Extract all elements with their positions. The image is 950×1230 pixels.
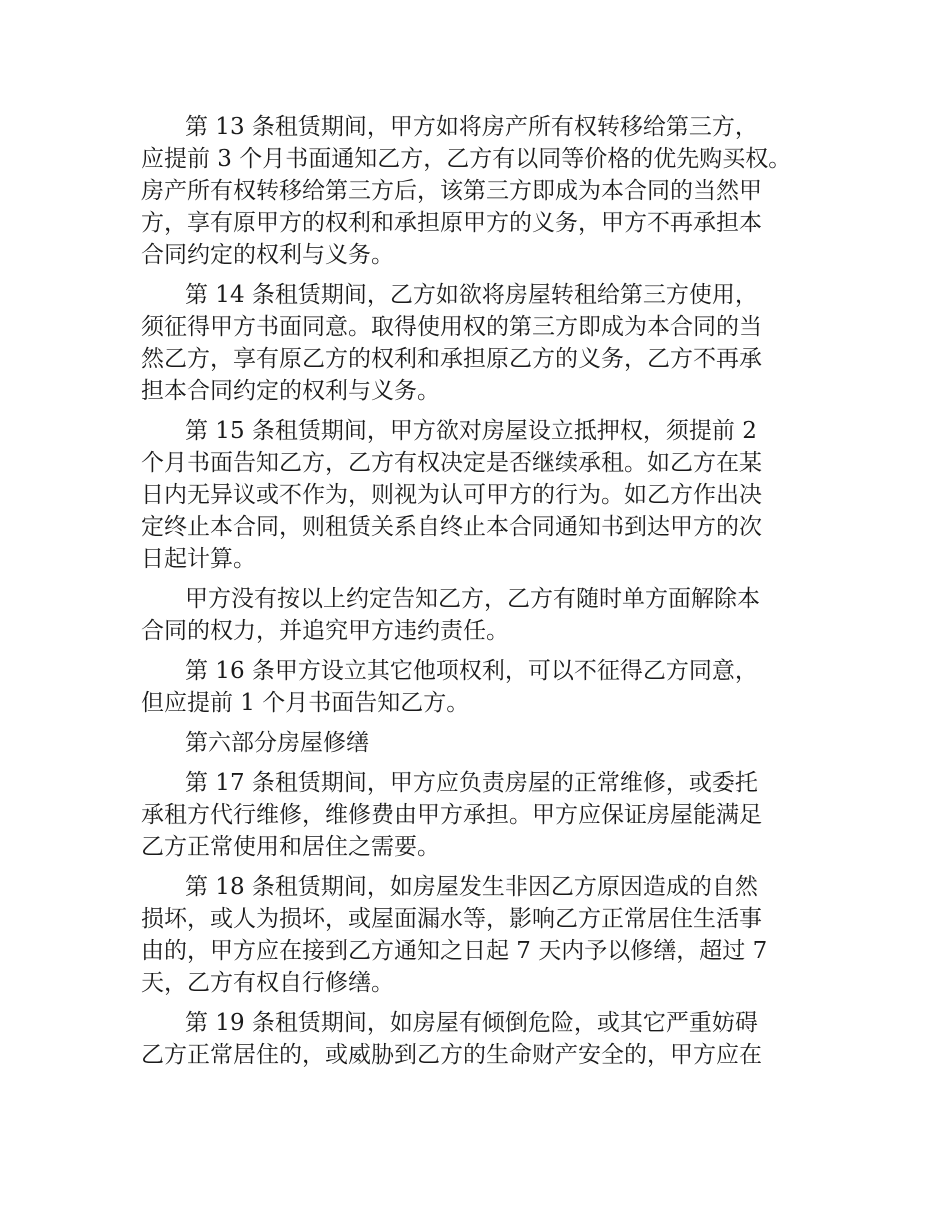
clause-16-paragraph (141, 655, 821, 719)
text-line: 第 16 条甲方设立其它他项权利，可以不征得乙方同意， (185, 658, 758, 684)
text-line: 但应提前 1 个月书面告知乙方。 (141, 690, 470, 716)
text-line: 日起计算。 (141, 546, 256, 572)
text-line: 第 18 条租赁期间，如房屋发生非因乙方原因造成的自然 (185, 874, 758, 900)
text-line: 定终止本合同，则租赁关系自终止本合同通知书到达甲方的次 (141, 514, 762, 540)
text-line: 方，享有原甲方的权利和承担原甲方的义务，甲方不再承担本 (141, 210, 762, 236)
text-line: 甲方没有按以上约定告知乙方，乙方有随时单方面解除本 (185, 586, 760, 612)
text-line: 应提前 3 个月书面通知乙方，乙方有以同等价格的优先购买权。 (141, 146, 792, 172)
clause-15-paragraph (141, 415, 821, 575)
text-line: 个月书面告知乙方，乙方有权决定是否继续承租。如乙方在某 (141, 450, 762, 476)
text-line: 天，乙方有权自行修缮。 (141, 970, 394, 996)
text-line: 合同的权力，并追究甲方违约责任。 (141, 618, 509, 644)
text-line: 须征得甲方书面同意。取得使用权的第三方即成为本合同的当 (141, 314, 762, 340)
text-line: 第 15 条租赁期间，甲方欲对房屋设立抵押权，须提前 2 (185, 418, 757, 444)
text-line: 第 19 条租赁期间，如房屋有倾倒危险，或其它严重妨碍 (185, 1010, 758, 1036)
clause-18-paragraph (141, 871, 821, 999)
clause-13-paragraph (141, 111, 821, 271)
text-line: 由的，甲方应在接到乙方通知之日起 7 天内予以修缮，超过 7 (141, 938, 768, 964)
text-line: 然乙方，享有原乙方的权利和承担原乙方的义务，乙方不再承 (141, 346, 762, 372)
text-line: 第 14 条租赁期间，乙方如欲将房屋转租给第三方使用， (185, 282, 758, 308)
section-heading (141, 727, 821, 759)
text-line: 房产所有权转移给第三方后，该第三方即成为本合同的当然甲 (141, 178, 762, 204)
text-line: 第 17 条租赁期间，甲方应负责房屋的正常维修，或委托 (185, 770, 758, 796)
clause-19-paragraph (141, 1007, 821, 1071)
text-line: 乙方正常使用和居住之需要。 (141, 834, 440, 860)
text-line: 合同约定的权利与义务。 (141, 242, 394, 268)
text-line: 损坏，或人为损坏，或屋面漏水等，影响乙方正常居住生活事 (141, 906, 762, 932)
text-line: 承租方代行维修，维修费由甲方承担。甲方应保证房屋能满足 (141, 802, 762, 828)
text-line: 乙方正常居住的，或威胁到乙方的生命财产安全的，甲方应在 (141, 1042, 762, 1068)
text-line: 日内无异议或不作为，则视为认可甲方的行为。如乙方作出决 (141, 482, 762, 508)
text-line: 担本合同约定的权利与义务。 (141, 378, 440, 404)
section-title: 第六部分房屋修缮 (185, 730, 369, 756)
text-line: 第 13 条租赁期间，甲方如将房产所有权转移给第三方， (185, 114, 758, 140)
notice-breach-paragraph (141, 583, 821, 647)
clause-14-paragraph (141, 279, 821, 407)
clause-17-paragraph (141, 767, 821, 863)
document-body (141, 111, 821, 1079)
